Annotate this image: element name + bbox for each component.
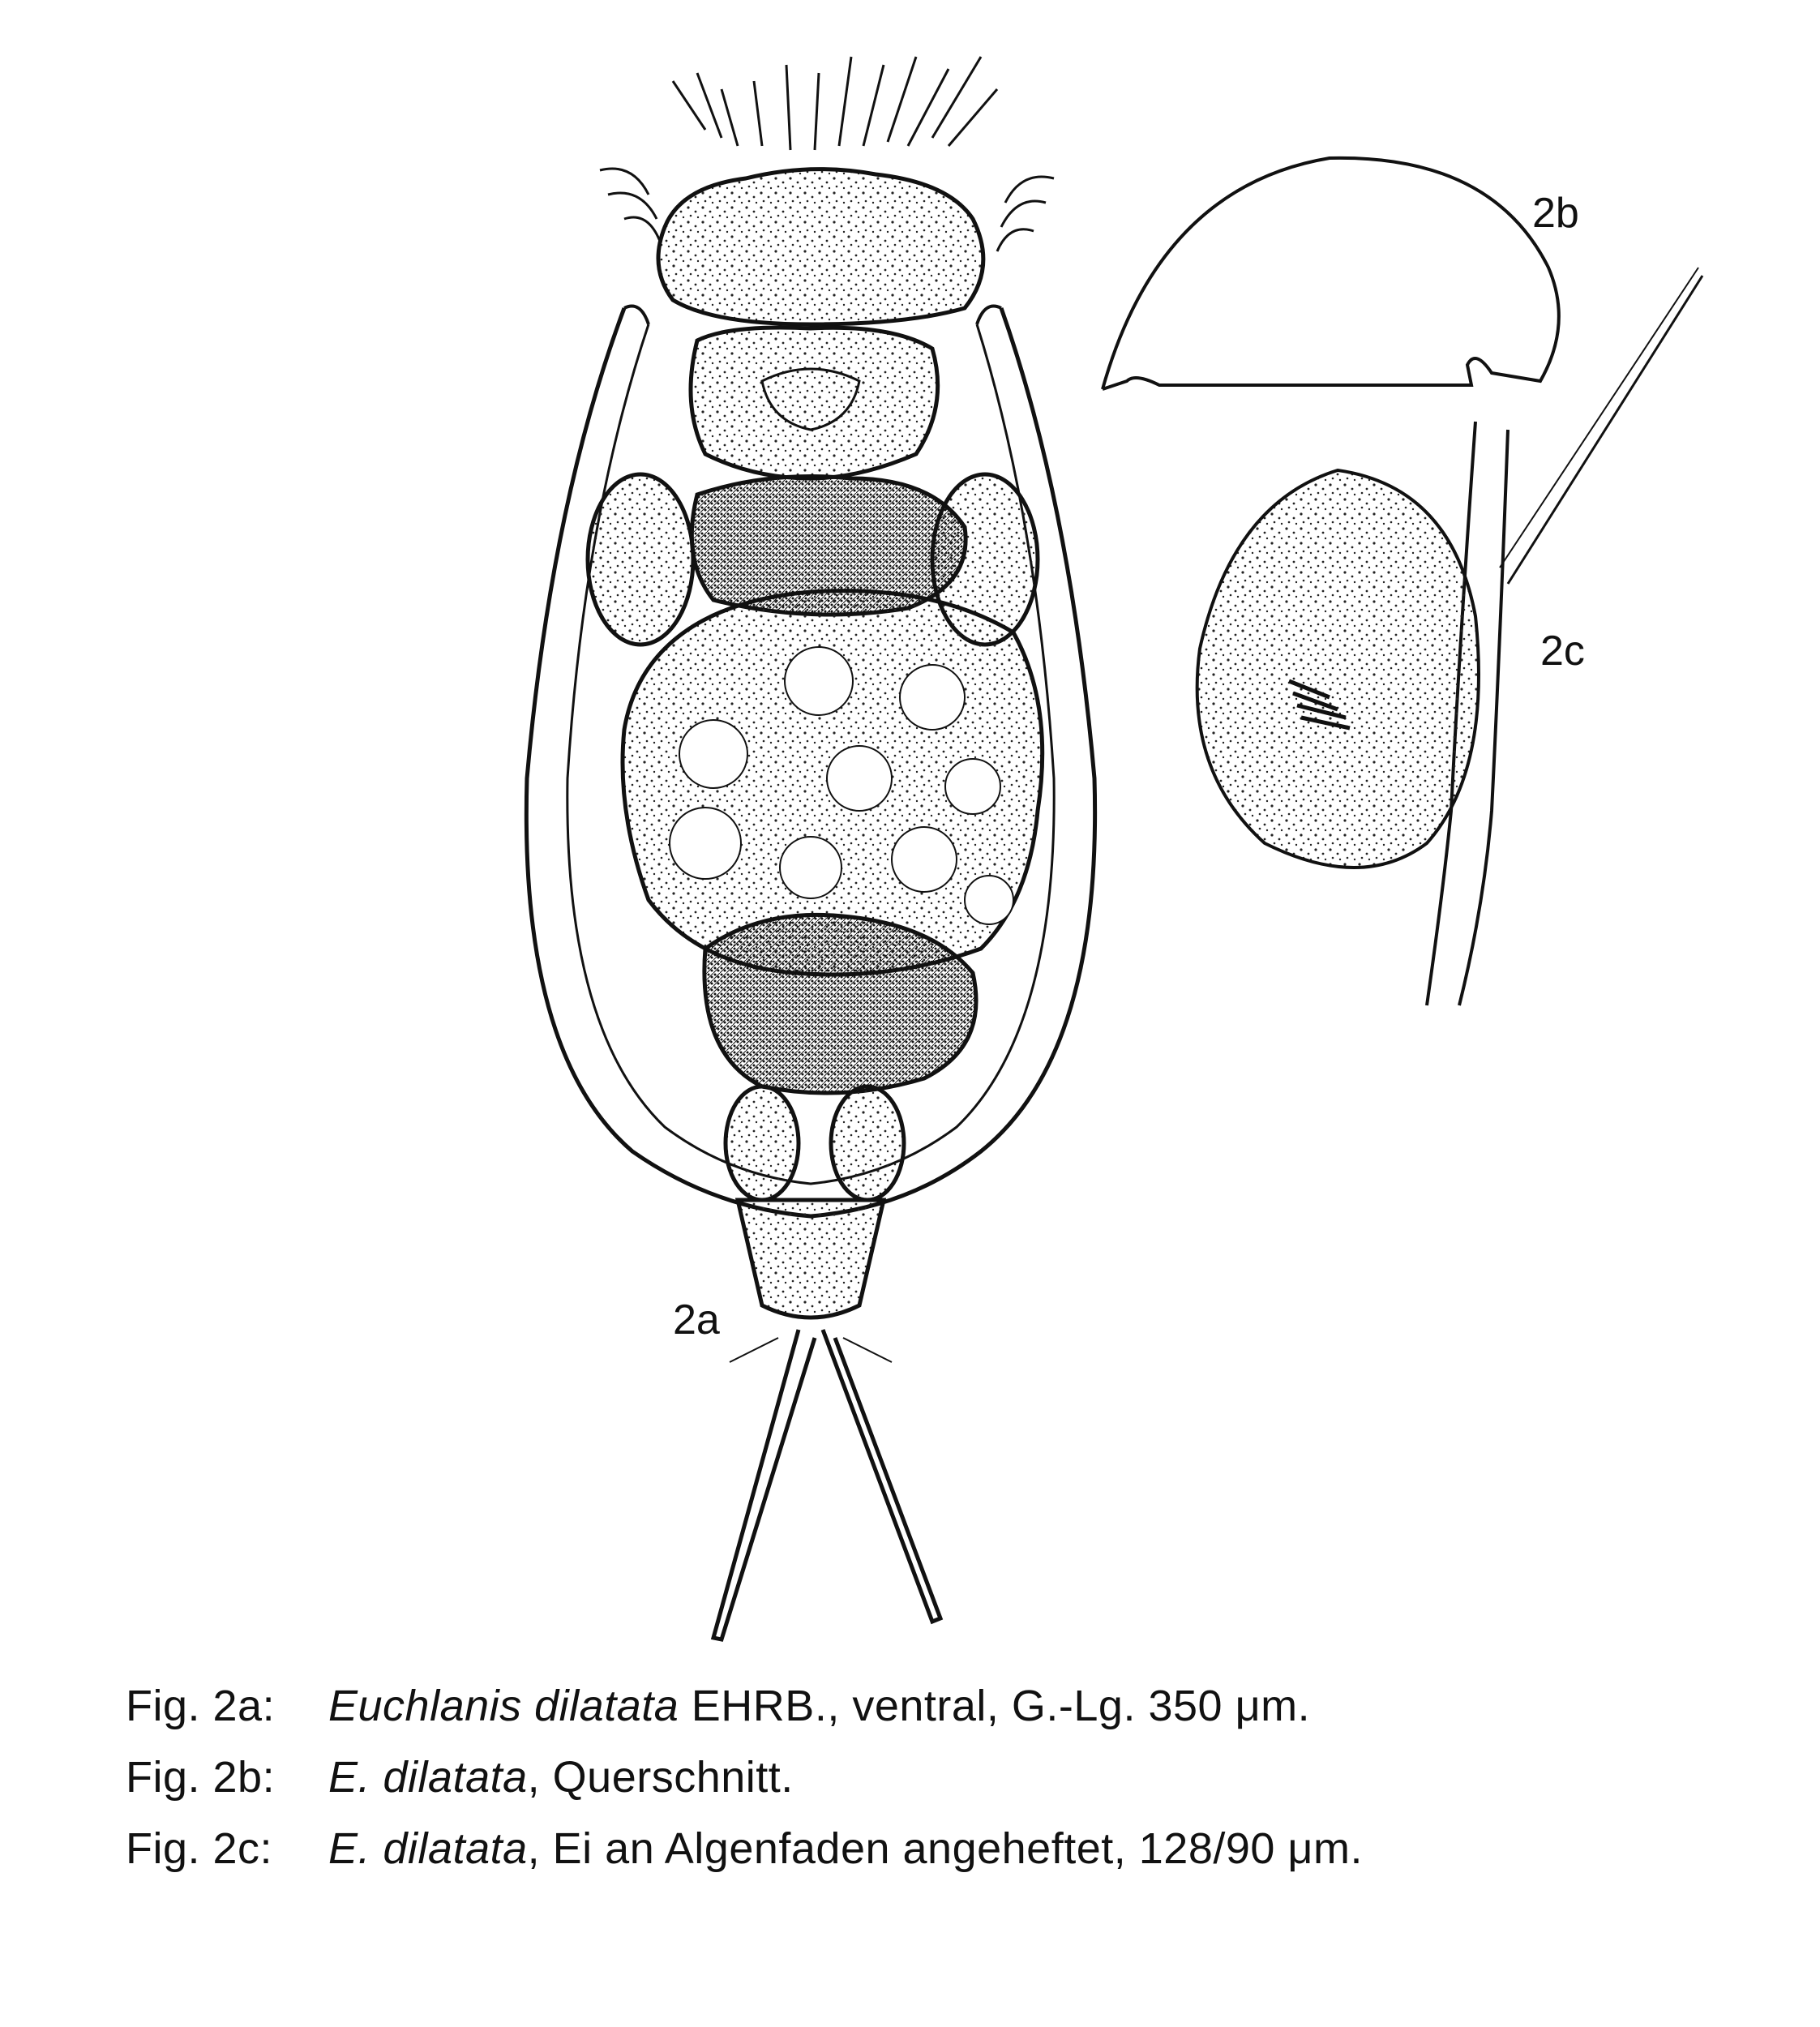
caption-text: EHRB., ventral, G.-Lg. 350 μm. xyxy=(679,1682,1311,1730)
caption-species: E. dilatata xyxy=(328,1753,528,1802)
foot xyxy=(738,1200,884,1318)
caption-text: , Querschnitt. xyxy=(527,1753,794,1802)
caption-text: , Ei an Algenfaden angeheftet, 128/90 μm. xyxy=(527,1824,1364,1873)
caption-2b xyxy=(126,1742,1747,1813)
intestine xyxy=(704,915,976,1093)
caption-block xyxy=(126,1670,1747,1884)
label-2b: 2b xyxy=(1532,190,1579,237)
caption-species: Euchlanis dilatata xyxy=(328,1682,679,1730)
egg xyxy=(1197,470,1479,868)
label-2a: 2a xyxy=(673,1296,720,1343)
toe-left xyxy=(713,1330,815,1639)
caption-prefix: Fig. 2b: xyxy=(126,1753,276,1802)
corona xyxy=(658,169,983,324)
figure-2a-rotifer xyxy=(526,57,1094,1639)
caption-species: E. dilatata xyxy=(328,1824,528,1873)
label-2c: 2c xyxy=(1540,628,1585,675)
caption-2a xyxy=(126,1670,1747,1742)
figure-2b-cross-section xyxy=(1103,158,1559,389)
figure-2c-egg xyxy=(1197,268,1702,1005)
caption-prefix: Fig. 2a: xyxy=(126,1682,276,1730)
caption-prefix: Fig. 2c: xyxy=(126,1824,273,1873)
toe-right xyxy=(823,1330,940,1622)
mastax xyxy=(691,328,938,478)
caption-2c xyxy=(126,1813,1747,1884)
